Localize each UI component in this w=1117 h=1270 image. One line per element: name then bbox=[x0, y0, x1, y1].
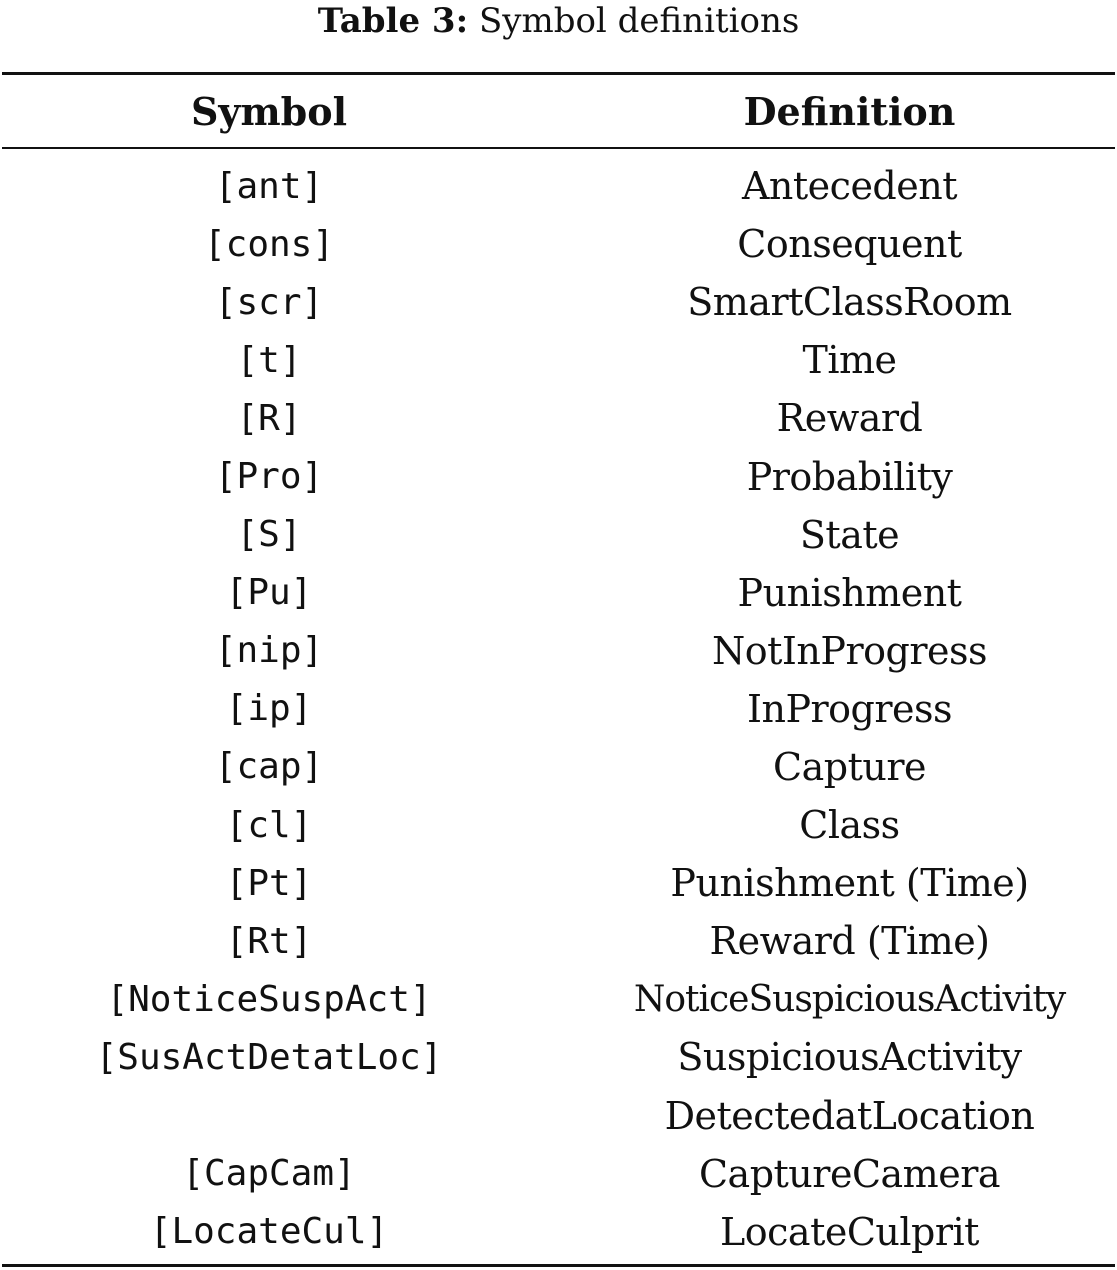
definition-cell: Reward bbox=[776, 396, 923, 441]
table-row bbox=[0, 215, 1117, 273]
definition-cell: CaptureCamera bbox=[698, 1151, 1001, 1196]
table-row bbox=[0, 447, 1117, 505]
table-caption bbox=[0, 0, 1117, 42]
table-row bbox=[0, 622, 1117, 680]
header-symbol: Symbol bbox=[190, 89, 348, 134]
symbol-cell: [scr] bbox=[214, 281, 324, 323]
symbol-cell: [Rt] bbox=[225, 920, 313, 962]
table-row bbox=[0, 1203, 1117, 1261]
definition-cell: SuspiciousActivity bbox=[677, 1035, 1022, 1080]
table-row bbox=[0, 1087, 1117, 1145]
bottom-rule bbox=[2, 1264, 1115, 1267]
table-row bbox=[0, 157, 1117, 215]
definition-cell: SmartClassRoom bbox=[687, 280, 1012, 325]
symbol-cell: [S] bbox=[236, 514, 302, 556]
definition-cell: Class bbox=[799, 803, 900, 848]
symbol-cell: [SusActDetatLoc] bbox=[95, 1036, 443, 1078]
symbol-cell: [Pro] bbox=[214, 456, 324, 498]
definition-cell: Antecedent bbox=[741, 164, 957, 209]
table-row bbox=[0, 331, 1117, 389]
table-row bbox=[0, 273, 1117, 331]
definition-cell: Capture bbox=[773, 744, 926, 789]
symbol-cell: [NoticeSuspAct] bbox=[106, 978, 432, 1020]
table-row bbox=[0, 738, 1117, 796]
definition-cell: State bbox=[799, 512, 900, 557]
definition-cell: NoticeSuspiciousActivity bbox=[633, 978, 1066, 1020]
symbol-cell: [cl] bbox=[225, 804, 313, 846]
symbol-cell: [ant] bbox=[214, 165, 324, 207]
symbol-cell: [R] bbox=[236, 397, 302, 439]
definition-cell: Time bbox=[802, 338, 897, 383]
table-body bbox=[0, 157, 1117, 1261]
symbol-cell: [cap] bbox=[214, 746, 324, 788]
table-row bbox=[0, 796, 1117, 854]
symbol-cell: [LocateCul] bbox=[149, 1211, 389, 1253]
header-definition: Definition bbox=[743, 89, 956, 134]
table-row bbox=[0, 680, 1117, 738]
table-row bbox=[0, 1145, 1117, 1203]
definition-cell: Consequent bbox=[737, 222, 962, 267]
symbol-cell: [nip] bbox=[214, 630, 324, 672]
caption-text: Symbol definitions bbox=[478, 1, 800, 41]
definition-cell: LocateCulprit bbox=[720, 1209, 979, 1254]
definition-cell: Probability bbox=[746, 454, 953, 499]
top-rule bbox=[2, 72, 1115, 75]
definition-cell: NotInProgress bbox=[712, 628, 987, 673]
symbol-cell: [Pt] bbox=[225, 862, 313, 904]
definition-cell: Punishment bbox=[737, 570, 962, 615]
table-row bbox=[0, 564, 1117, 622]
caption-label: Table 3: bbox=[317, 1, 469, 41]
symbol-cell: [CapCam] bbox=[182, 1153, 356, 1195]
table-row bbox=[0, 1028, 1117, 1086]
symbol-cell: [t] bbox=[236, 339, 302, 381]
table-row bbox=[0, 912, 1117, 970]
definition-cell: InProgress bbox=[746, 686, 953, 731]
symbol-cell: [ip] bbox=[225, 688, 313, 730]
definition-cell: Reward (Time) bbox=[709, 919, 990, 964]
definition-cell: Punishment (Time) bbox=[670, 861, 1029, 906]
table-row bbox=[0, 506, 1117, 564]
table-row bbox=[0, 854, 1117, 912]
symbol-cell: [Pu] bbox=[225, 572, 313, 614]
symbol-cell: [cons] bbox=[203, 223, 335, 265]
definition-cell: DetectedatLocation bbox=[664, 1093, 1035, 1138]
table-row bbox=[0, 970, 1117, 1028]
table-row bbox=[0, 389, 1117, 447]
header-rule bbox=[2, 147, 1115, 149]
